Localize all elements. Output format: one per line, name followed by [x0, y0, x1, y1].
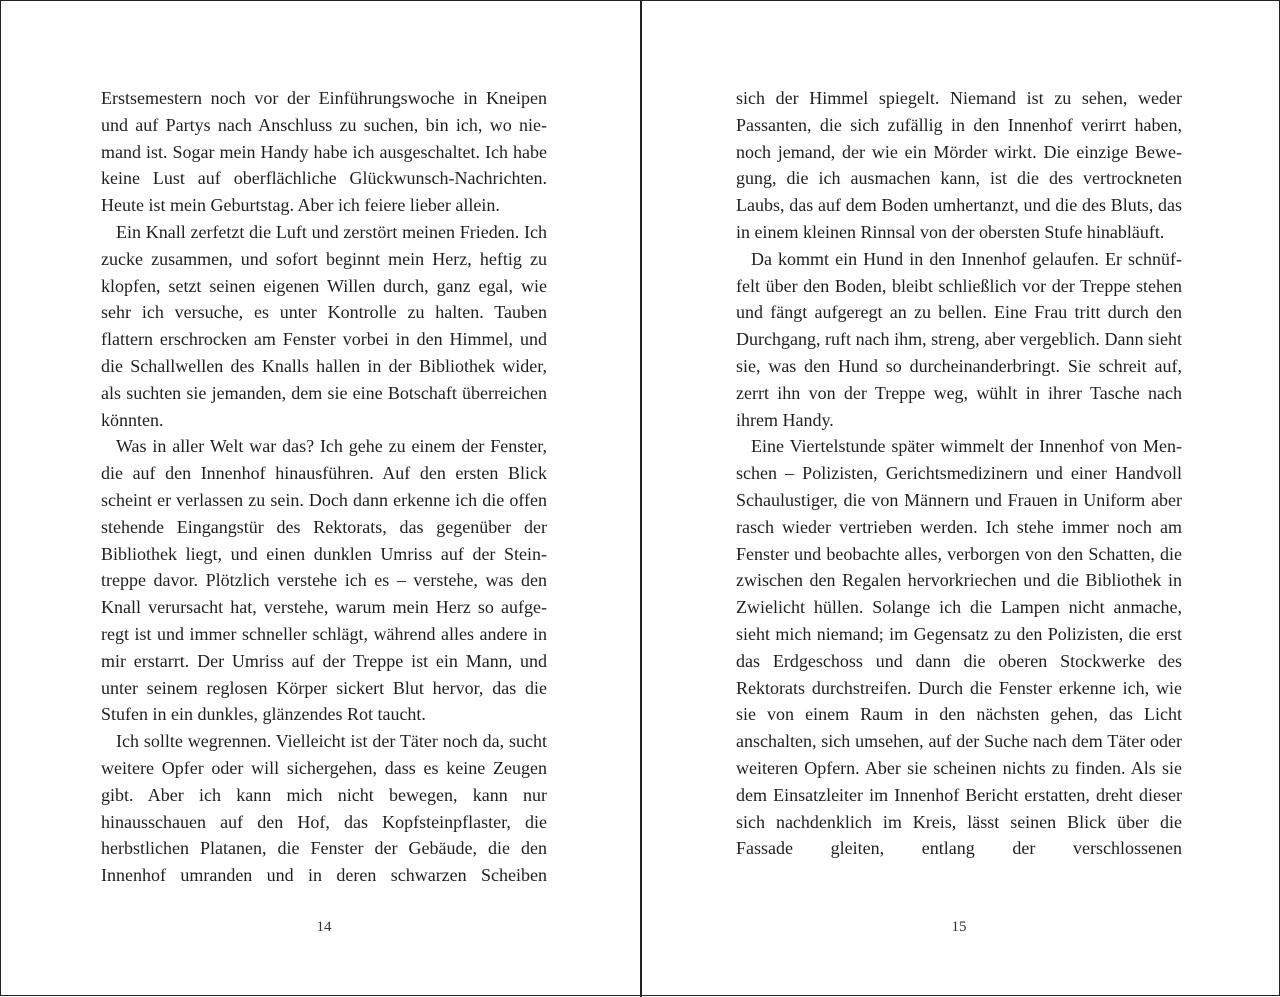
right-page-text	[736, 85, 1182, 862]
paragraph: Ein Knall zerfetzt die Luft und zerstört meinen Frieden. Ich zucke zusammen, und sofort beginnt mein Herz, heftig zu klopfen, setzt seinen eigenen Willen durch, ganz egal, wie sehr ich versuche, es unter Kontrolle zu halten. Tauben flattern erschrocken am Fenster vorbei in den Himmel, und die Schallwellen des Knalls hallen in der Bibliothek wider, als suchten sie jemanden, dem sie eine Botschaft überreichen könnten.	[101, 221, 547, 430]
page-number-right: 15	[951, 919, 967, 935]
page-number-left: 14	[316, 919, 332, 935]
paragraph: Eine Viertelstunde später wimmelt der Innenhof von Menschen – Polizisten, Gerichtsmedizinern und einer Handvoll Schaulustiger, die von Männern und Frauen in Uniform aber rasch wieder vertrieben werden. Ich stehe immer noch am Fenster und beobachte alles, verborgen von den Schatten, die zwischen den Regalen hervorkriechen und die Bibliothek in Zwielicht hüllen. Solange ich die Lampen nicht anmache, sieht mich niemand; im Gegensatz zu den Polizisten, die erst das Erdgeschoss und dann die oberen Stockwerke des Rektorats durchstreifen. Durch die Fenster erkenne ich, wie sie von einem Raum in den nächsten gehen, das Licht anschalten, sich umsehen, auf der Suche nach dem Täter oder weiteren Opfern. Aber sie scheinen nichts zu finden. Als sie dem Einsatzleiter im Innenhof Bericht erstatten, dreht dieser sich nachdenklich im Kreis, lässt seinen Blick über die Fassade gleiten, entlang der verschlossenen	[736, 436, 1182, 859]
paragraph: Erstsemestern noch vor der Einführungswoche in Kneipen und auf Partys nach Anschluss zu suchen, bin ich, wo niemand ist. Sogar mein Handy habe ich ausgeschaltet. Ich habe keine Lust auf oberflächliche Glückwunsch-Nachrichten. Heute ist mein Geburtstag. Aber ich feiere lieber allein.	[101, 88, 547, 216]
paragraph: Was in aller Welt war das? Ich gehe zu einem der Fenster, die auf den Innenhof hinausführen. Auf den ersten Blick scheint er verlassen zu sein. Doch dann erkenne ich die offen stehende Eingangstür des Rektorats, das gegenüber der Bibliothek liegt, und einen dunklen Umriss auf der Steintreppe davor. Plötzlich verstehe ich es – verstehe, was den Knall verursacht hat, verstehe, warum mein Herz so aufgeregt ist und immer schneller schlägt, während alles andere in mir erstarrt. Der Umriss auf der Treppe ist ein Mann, und unter seinem reglosen Körper sickert Blut hervor, das die Stufen in ein dunkles, glänzendes Rot taucht.	[101, 436, 547, 725]
paragraph: sich der Himmel spiegelt. Niemand ist zu sehen, weder Passanten, die sich zufällig in den Innenhof verirrt haben, noch jemand, der wie ein Mörder wirkt. Die einzige Bewegung, die ich ausmachen kann, ist die des vertrockneten Laubs, das auf dem Boden umhertanzt, und die des Bluts, das in einem kleinen Rinnsal von der obersten Stufe hinabläuft.	[736, 88, 1182, 242]
paragraph: Ich sollte wegrennen. Vielleicht ist der Täter noch da, sucht weitere Opfer oder will sichergehen, dass es keine Zeugen gibt. Aber ich kann mich nicht bewegen, kann nur hinausschauen auf den Hof, das Kopfsteinpflaster, die herbstlichen Platanen, die Fenster der Gebäude, die den Innenhof umranden und in deren schwarzen Scheiben	[101, 731, 547, 886]
gutter-line	[640, 1, 642, 997]
left-page-text	[101, 85, 547, 889]
paragraph: Da kommt ein Hund in den Innenhof gelaufen. Er schnüffelt über den Boden, bleibt schließlich vor der Treppe stehen und fängt aufgeregt an zu bellen. Eine Frau tritt durch den Durchgang, ruft nach ihm, streng, aber vergeblich. Dann sieht sie, was den Hund so durcheinanderbringt. Sie schreit auf, zerrt ihn von der Treppe weg, wühlt in ihrer Tasche nach ihrem Handy.	[736, 248, 1182, 430]
